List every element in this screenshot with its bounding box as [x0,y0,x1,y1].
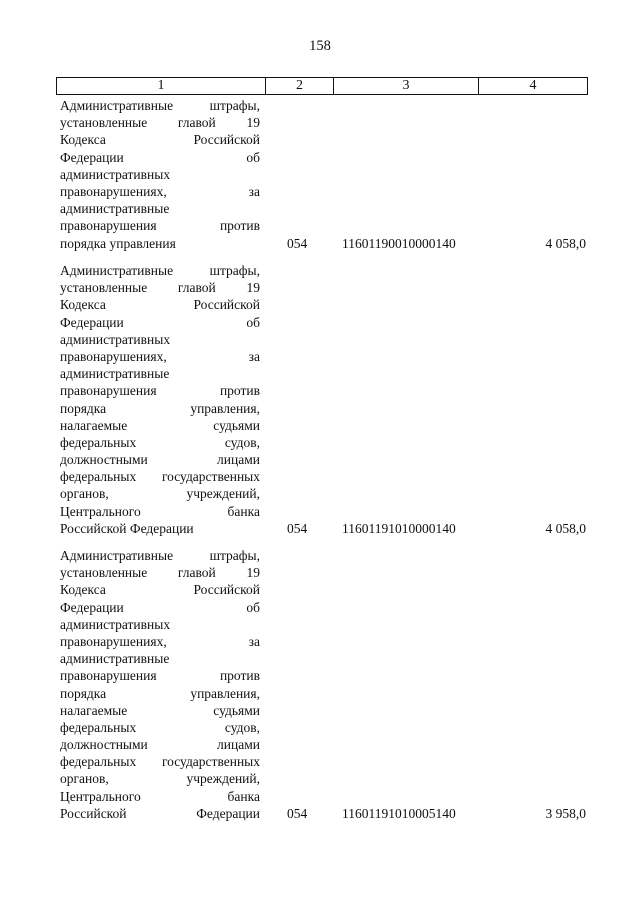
header-col-3: 3 [334,78,479,94]
description-line: Административные штрафы, [60,98,260,113]
header-col-4: 4 [529,78,537,93]
row-description [60,262,260,537]
description-line: Федерации об [60,599,260,615]
description-line: административных [60,616,171,632]
header-col-2: 2 [266,78,334,94]
description-line: Российской Федерации [60,805,260,821]
description-line: органов, учреждений, [60,771,260,787]
description-line: федеральных судов, [60,719,260,735]
amount-value: 4 058,0 [545,521,586,536]
description-line: Российской Федерации [60,520,194,536]
table-header-row [56,77,588,95]
description-line: Административные штрафы, [60,263,260,278]
row-description [60,97,260,252]
description-line: должностными лицами [60,452,260,468]
description-line: установленные главой 19 [60,565,260,581]
description-line: правонарушениях, за [60,348,260,364]
description-line: налагаемые судьями [60,417,260,433]
description-line: порядка управления, [60,685,260,701]
description-line: порядка управления [60,235,176,251]
description-line: Административные штрафы, [60,548,260,563]
admin-code: 054 [287,521,308,536]
description-line: установленные главой 19 [60,115,260,131]
description-line: Центрального банка [60,503,260,519]
description-line: Кодекса Российской [60,582,260,598]
description-line: правонарушениях, за [60,633,260,649]
description-line: Кодекса Российской [60,132,260,148]
description-line: федеральных судов, [60,434,260,450]
budget-classification-code: 11601191010005140 [342,806,456,821]
amount-value: 3 958,0 [545,806,586,821]
description-line: Кодекса Российской [60,297,260,313]
description-line: правонарушения против [60,668,260,684]
admin-code: 054 [287,235,308,251]
row-description [60,547,260,822]
description-line: Центрального банка [60,788,260,804]
description-line: правонарушения против [60,383,260,399]
description-line: Федерации об [60,149,260,165]
description-line: правонарушения против [60,218,260,234]
amount-value: 4 058,0 [545,235,586,251]
page-number: 158 [309,38,331,54]
description-line: административные [60,651,170,667]
budget-classification-code: 11601190010000140 [342,235,456,251]
description-line: должностными лицами [60,737,260,753]
description-line: органов, учреждений, [60,486,260,502]
description-line: Федерации об [60,314,260,330]
description-line: федеральных государственных [60,754,260,770]
description-line: административные [60,366,170,382]
description-line: установленные главой 19 [60,280,260,296]
admin-code: 054 [287,806,308,821]
description-line: правонарушениях, за [60,183,260,199]
description-line: административные [60,201,170,217]
description-line: административных [60,331,171,347]
description-line: федеральных государственных [60,469,260,485]
budget-classification-code: 11601191010000140 [342,521,456,536]
description-line: налагаемые судьями [60,702,260,718]
header-col-1: 1 [57,78,266,94]
description-line: административных [60,166,171,182]
description-line: порядка управления, [60,400,260,416]
